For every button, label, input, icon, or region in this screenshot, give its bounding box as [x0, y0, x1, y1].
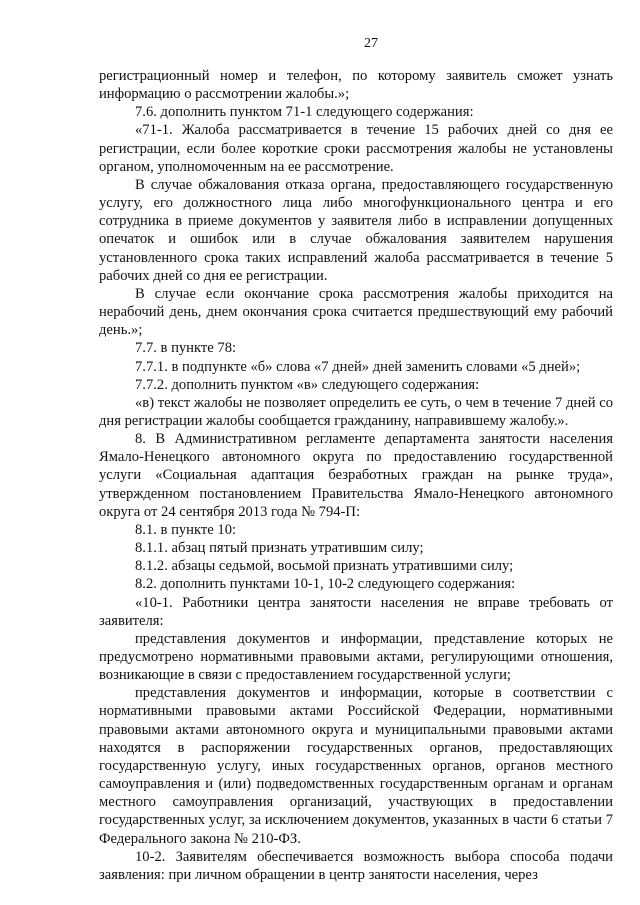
paragraph: 7.6. дополнить пунктом 71-1 следующего содержания:: [135, 104, 474, 121]
paragraph: «10-1. Работники центра занятости населения не вправе требовать от заявителя:: [99, 594, 613, 629]
paragraph: 7.7. в пункте 78:: [135, 340, 237, 357]
document-body: [99, 67, 613, 884]
paragraph: 8. В Административном регламенте департамента занятости населения Ямало-Ненецкого автономного округа по предоставлению государственной услуги «Социальная адаптация безработных граждан на рынке труда», утвержденном постановлением Правительства Ямало-Ненецкого автономного округа от 24 сентября 2013 года № 794-П:: [99, 431, 613, 520]
paragraph: В случае обжалования отказа органа, предоставляющего государственную услугу, его должностного лица либо многофункционального центра и его сотрудника в приеме документов у заявителя либо в исправлении допущенных опечаток и ошибок или в случае обжалования заявителем нарушения установленного срока таких исправлений жалоба рассматривается в течение 5 рабочих дней со дня ее регистрации.: [99, 176, 613, 284]
paragraph: «71-1. Жалоба рассматривается в течение 15 рабочих дней со дня ее регистрации, если более короткие сроки рассмотрения жалобы не установлены органом, уполномоченным на ее рассмотрение.: [99, 122, 613, 175]
paragraph: представления документов и информации, представление которых не предусмотрено нормативными правовыми актами, регулирующими отношения, возникающие в связи с предоставлением государственной услуги;: [99, 630, 613, 684]
paragraph: 7.7.1. в подпункте «б» слова «7 дней» дней заменить словами «5 дней»;: [135, 358, 581, 375]
paragraph: 8.2. дополнить пунктами 10-1, 10-2 следующего содержания:: [135, 576, 516, 593]
paragraph: «в) текст жалобы не позволяет определить ее суть, о чем в течение 7 дней со дня регистрации жалобы сообщается гражданину, направившему жалобу.».: [99, 394, 613, 429]
paragraph: 8.1.1. абзац пятый признать утратившим силу;: [135, 540, 424, 557]
paragraph: представления документов и информации, которые в соответствии с нормативными правовыми актами Российской Федерации, нормативными правовыми актами автономного округа и муниципальными правовыми актами находятся в распоряжении государственных органов, предоставляющих государственную услугу, иных государственных органов, органов местного самоуправления и (или) подведомственных государственным органам и органам местного самоуправления организаций, участвующих в предоставлении государственных услуг, за исключением документов, указанных в части 6 статьи 7 Федерального закона № 210-ФЗ.: [99, 685, 613, 847]
paragraph: регистрационный номер и телефон, по которому заявитель сможет узнать информацию о рассмотрении жалобы.»;: [99, 68, 613, 103]
paragraph: 8.1. в пункте 10:: [135, 521, 237, 538]
page-number: 27: [364, 36, 378, 51]
paragraph: 7.7.2. дополнить пунктом «в» следующего содержания:: [135, 376, 480, 393]
paragraph: 8.1.2. абзацы седьмой, восьмой признать утратившими силу;: [135, 558, 514, 575]
paragraph: 10-2. Заявителям обеспечивается возможность выбора способа подачи заявления: при личном обращении в центр занятости населения, через: [99, 848, 613, 883]
paragraph: В случае если окончание срока рассмотрения жалобы приходится на нерабочий день, днем окончания срока считается предшествующий ему рабочий день.»;: [99, 285, 613, 339]
